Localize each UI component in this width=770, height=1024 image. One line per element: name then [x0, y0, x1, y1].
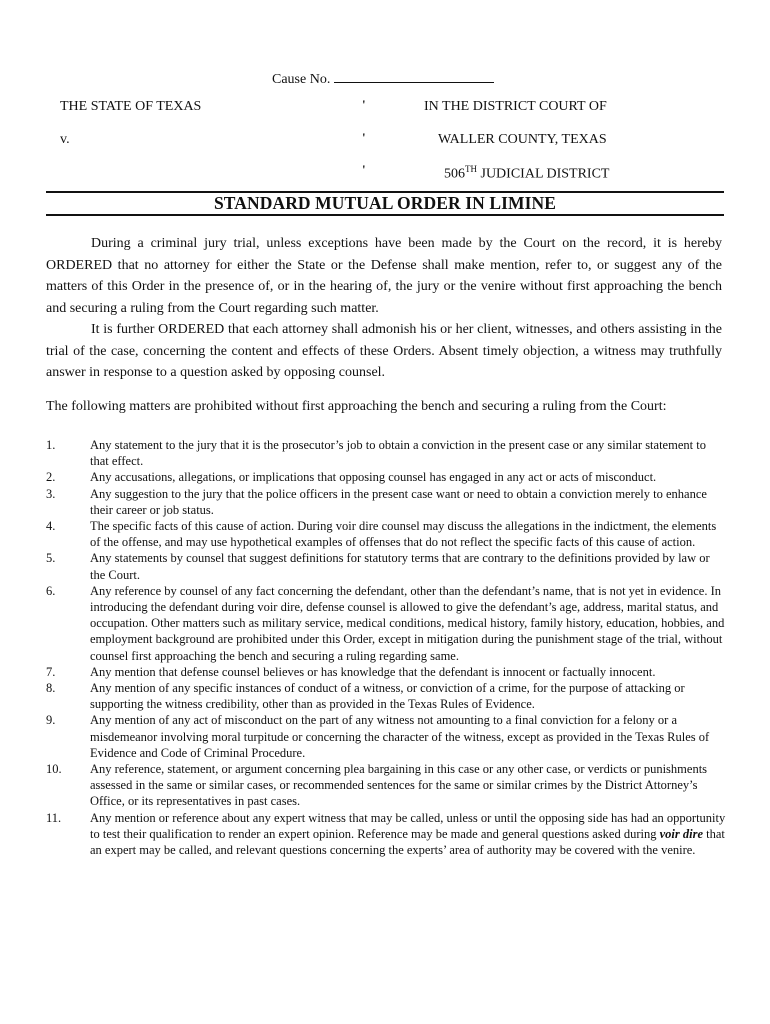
list-item	[46, 664, 726, 680]
paragraph-text: It is further ORDERED that each attorney shall admonish his or her client, witnesses, and others assisting in the trial of the case, concerning the content and effects of these Orders. Absent timely objection, a witness may truthfully answer in response to a question asked by opposing counsel.	[46, 322, 722, 380]
caption-party-state: THE STATE OF TEXAS	[60, 99, 202, 114]
item-number: 1.	[46, 438, 56, 452]
cause-label: Cause No.	[272, 72, 331, 87]
item-text: The specific facts of this cause of action. During voir dire counsel may discuss the allegations in the indictment, the elements of the offense, and may use hypothetical examples of offenses that do not reflect the specific facts of this cause of action.	[90, 519, 717, 550]
item-number: 7.	[46, 664, 56, 679]
list-item	[46, 518, 726, 550]
paragraph-text: During a criminal jury trial, unless exceptions have been made by the Court on the record, it is hereby ORDERED that no attorney for either the State or the Defense shall make mention, refer to, or suggest any of the matters of this Order in the presence of, or in the hearing of, the jury or the venire without first approaching the bench and securing a ruling from the Court regarding such matter.	[46, 236, 722, 316]
prohibited-matters-lead: The following matters are prohibited without first approaching the bench and securing a ruling from the Court:	[46, 399, 667, 414]
item-text-part: Any mention or reference about any expert witness that may be called, unless or until the opposing side has had an opportunity to test their qualification to render an expert opinion. Reference may be made and general questions asked during	[90, 810, 726, 841]
district-number: 506	[444, 166, 465, 182]
list-item	[46, 680, 726, 712]
item-text: Any accusations, allegations, or implications that opposing counsel has engaged in any act or acts of misconduct.	[90, 470, 657, 485]
caption-separator: '	[362, 162, 366, 177]
item-text: Any statements by counsel that suggest definitions for statutory terms that are contrary to the definitions provided by law or the Court.	[90, 551, 710, 582]
item-number: 5.	[46, 551, 56, 566]
item-text: Any statement to the jury that it is the prosecutor’s job to obtain a conviction in the present case or any similar statement to that effect.	[90, 438, 706, 469]
caption-versus: v.	[60, 132, 70, 147]
caption-court: IN THE DISTRICT COURT OF	[424, 99, 607, 114]
item-text: Any mention of any act of misconduct on the part of any witness not amounting to a final conviction for a felony or a misdemeanor involving moral turpitude or concerning the character of the witness, except as provided in the Texas Rules of Evidence and Code of Criminal Procedure.	[90, 713, 710, 760]
paragraph-order	[46, 233, 722, 319]
item-text: Any mention of any specific instances of conduct of a witness, or conviction of a crime, for the purpose of attacking or supporting the witness credibility, other than as provided in the Texas Rules of Evidence.	[90, 681, 685, 712]
item-emphasis: voir dire	[659, 826, 703, 841]
prohibited-matters-list	[46, 437, 726, 858]
paragraph-admonish	[46, 319, 722, 384]
list-item	[46, 486, 726, 518]
list-item	[46, 712, 726, 761]
item-text: Any reference by counsel of any fact concerning the defendant, other than the defendant’s name, that is not yet in evidence. In introducing the defendant during voir dire, defense counsel is allowed to give the defendant’s age, address, marital status, and occupation. Other matters such as military service, medical conditions, medical history, family history, education, hobbies, and employment background are prohibited under this Order, except in mitigation during the punishment stage of the trial, without counsel first approaching the bench and securing a ruling regarding same.	[90, 583, 725, 663]
item-number: 8.	[46, 681, 56, 696]
item-number: 6.	[46, 583, 56, 598]
list-item	[46, 550, 726, 582]
list-item	[46, 469, 726, 485]
item-text	[90, 810, 726, 859]
item-number: 9.	[46, 713, 56, 728]
cause-number	[272, 70, 494, 88]
item-text: Any mention that defense counsel believes or has knowledge that the defendant is innocent or factually innocent.	[90, 664, 656, 679]
item-text: Any reference, statement, or argument concerning plea bargaining in this case or any other case, or verdicts or punishments assessed in the same or similar cases, or recommended sentences for the same or similar crimes by the District Attorney’s Office, or its representatives in past cases.	[90, 762, 708, 809]
item-text-part: that an expert may be called, and relevant questions concerning the experts’ area of authority may be covered with the venire.	[90, 826, 725, 858]
item-number: 11.	[46, 810, 62, 825]
list-item	[46, 761, 726, 810]
page-title: STANDARD MUTUAL ORDER IN LIMINE	[213, 193, 557, 213]
item-number: 4.	[46, 519, 56, 534]
title-banner	[46, 191, 724, 216]
caption-district	[444, 164, 609, 183]
item-number: 10.	[46, 762, 62, 777]
item-number: 3.	[46, 486, 56, 501]
caption-county: WALLER COUNTY, TEXAS	[438, 132, 607, 147]
caption-separator: '	[362, 130, 366, 145]
caption-separator: '	[362, 97, 366, 112]
list-item	[46, 437, 726, 469]
district-label: JUDICIAL DISTRICT	[477, 166, 610, 182]
item-number: 2.	[46, 470, 56, 485]
cause-number-blank	[334, 70, 494, 83]
list-item	[46, 583, 726, 664]
item-text: Any suggestion to the jury that the police officers in the present case want or need to obtain a conviction merely to enhance their career or job status.	[90, 486, 707, 517]
district-ordinal: TH	[465, 164, 477, 174]
list-item	[46, 810, 726, 859]
